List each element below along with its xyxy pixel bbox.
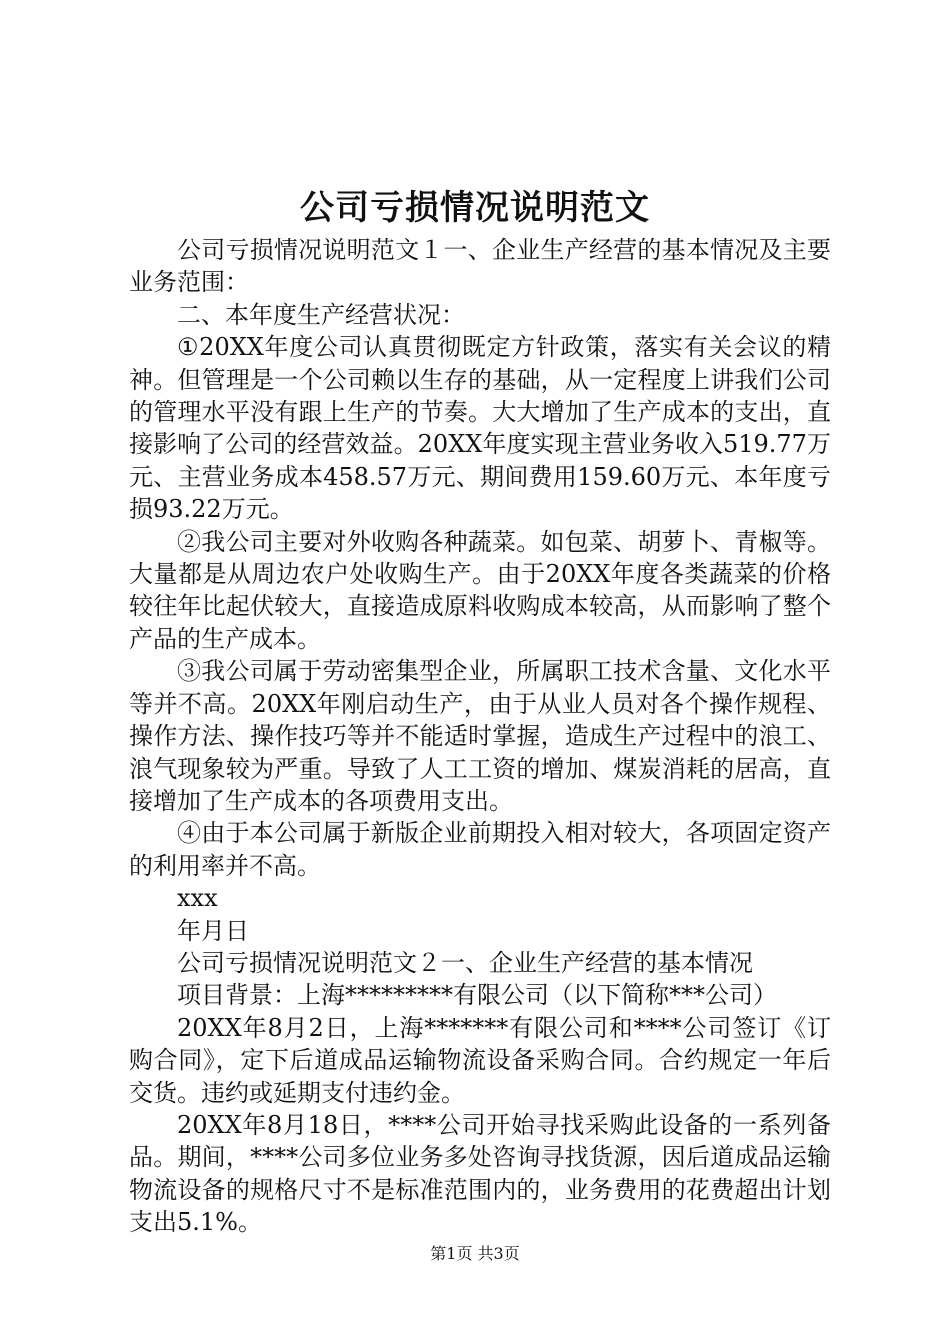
paragraph-item-1: ①20XX年度公司认真贯彻既定方针政策，落实有关会议的精神。但管理是一个公司赖以生存的基础，从一定程度上讲我们公司的管理水平没有跟上生产的节奏。大大增加了生产成本的支出，直接影响了公司的经营效益。20XX年度实现主营业务收入519.77万元、主营业务成本458.57万元、期间费用159.60万元、本年度亏损93.22万元。 bbox=[129, 333, 831, 524]
signature-date: 年月日 bbox=[177, 916, 249, 945]
page-footer: 第1页 共3页 bbox=[430, 1244, 520, 1263]
paragraph-contract: 20XX年8月2日，上海*******有限公司和****公司签订《订购合同》，定下后道成品运输物流设备采购合同。合约规定一年后交货。违约或延期支付违约金。 bbox=[129, 1013, 831, 1107]
paragraph-sample-2-heading: 公司亏损情况说明范文２一、企业生产经营的基本情况 bbox=[177, 948, 753, 977]
paragraph-procurement: 20XX年8月18日，****公司开始寻找采购此设备的一系列备品。期间，****公司多位业务多处咨询寻找货源，因后道成品运输物流设备的规格尺寸不是标准范围内的，业务费用的花费超出计划支出5.1%。 bbox=[129, 1110, 831, 1237]
paragraph-item-4: ④由于本公司属于新版企业前期投入相对较大，各项固定资产的利用率并不高。 bbox=[129, 819, 831, 880]
paragraph-item-3: ③我公司属于劳动密集型企业，所属职工技术含量、文化水平等并不高。20XX年刚启动生产，由于从业人员对各个操作规程、操作方法、操作技巧等并不能适时掌握，造成生产过程中的浪工、浪气现象较为严重。导致了人工工资的增加、煤炭消耗的居高，直接增加了生产成本的各项费用支出。 bbox=[129, 657, 831, 815]
signature-name: xxx bbox=[177, 884, 218, 913]
paragraph-section-heading: 二、本年度生产经营状况： bbox=[177, 300, 465, 329]
document-title: 公司亏损情况说明范文 bbox=[300, 188, 650, 228]
paragraph-project-background: 项目背景：上海*********有限公司（以下简称***公司） bbox=[177, 981, 777, 1010]
document-body bbox=[129, 234, 831, 1239]
paragraph-item-2: ②我公司主要对外收购各种蔬菜。如包菜、胡萝卜、青椒等。大量都是从周边农户处收购生产。由于20XX年度各类蔬菜的价格较往年比起伏较大，直接造成原料收购成本较高，从而影响了整个产品的生产成本。 bbox=[129, 527, 831, 653]
paragraph-intro: 公司亏损情况说明范文１一、企业生产经营的基本情况及主要业务范围： bbox=[129, 236, 831, 297]
